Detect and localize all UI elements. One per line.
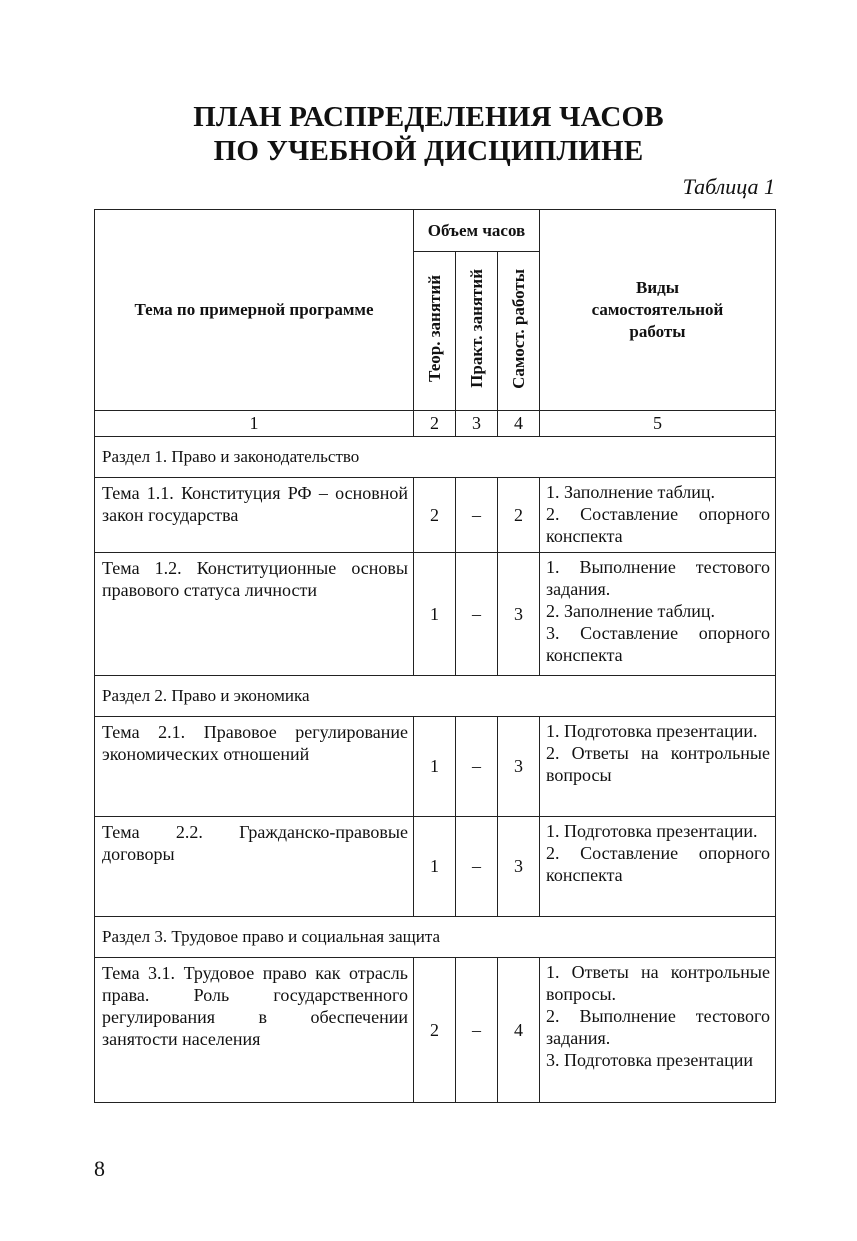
col-number: 3 [456, 411, 498, 437]
section-title: Раздел 1. Право и законодательство [95, 437, 776, 478]
work-item: 1. Подготовка презентации. [546, 721, 758, 741]
section-title: Раздел 3. Трудовое право и социальная защита [95, 917, 776, 958]
practice-cell: – [456, 553, 498, 676]
header-work-line-3: работы [629, 322, 686, 341]
section-row [95, 437, 776, 478]
section-title: Раздел 2. Право и экономика [95, 676, 776, 717]
topic-cell: Тема 2.2. Гражданско-правовые договоры [95, 817, 414, 917]
topic-cell: Тема 1.1. Конституция РФ – основной закон государства [95, 478, 414, 553]
topic-cell: Тема 1.2. Конституционные основы правового статуса личности [95, 553, 414, 676]
self-cell: 4 [498, 958, 540, 1103]
topic-cell: Тема 3.1. Трудовое право как отрасль права. Роль государственного регулирования в обеспечении занятости населения [95, 958, 414, 1103]
page-title [0, 100, 857, 168]
theory-cell: 2 [414, 958, 456, 1103]
table-row [95, 817, 776, 917]
work-cell [540, 553, 776, 676]
header-work [540, 210, 776, 411]
practice-cell: – [456, 958, 498, 1103]
work-cell [540, 717, 776, 817]
column-numbers-row [95, 411, 776, 437]
work-item: 1. Ответы на контрольные вопросы. [546, 962, 770, 1004]
practice-cell: – [456, 717, 498, 817]
header-theory: Теор. занятий [414, 252, 456, 411]
self-cell: 3 [498, 717, 540, 817]
col-number: 5 [540, 411, 776, 437]
section-row [95, 917, 776, 958]
self-cell: 2 [498, 478, 540, 553]
work-item: 1. Подготовка презентации. [546, 821, 758, 841]
theory-cell: 1 [414, 553, 456, 676]
header-work-line-2: самостоятельной [591, 300, 724, 319]
work-cell [540, 478, 776, 553]
work-cell [540, 817, 776, 917]
theory-cell: 2 [414, 478, 456, 553]
header-hours: Объем часов [414, 210, 540, 252]
table-label: Таблица 1 [682, 174, 775, 199]
header-work-line-1: Виды [635, 278, 679, 297]
header-practice: Практ. занятий [456, 252, 498, 411]
table-row [95, 717, 776, 817]
topic-cell: Тема 2.1. Правовое регулирование экономических отношений [95, 717, 414, 817]
header-self: Самост. работы [498, 252, 540, 411]
page-number: 8 [94, 1156, 105, 1181]
title-line-2: ПО УЧЕБНОЙ ДИСЦИПЛИНЕ [213, 135, 644, 167]
col-number: 4 [498, 411, 540, 437]
header-topic: Тема по примерной программе [95, 210, 414, 411]
work-item: 3. Подготовка презентации [546, 1050, 753, 1070]
theory-cell: 1 [414, 817, 456, 917]
self-cell: 3 [498, 553, 540, 676]
theory-cell: 1 [414, 717, 456, 817]
table-row [95, 958, 776, 1103]
work-item: 2. Ответы на контрольные вопросы [546, 743, 770, 785]
table-row [95, 553, 776, 676]
self-cell: 3 [498, 817, 540, 917]
work-item: 2. Выполнение тестового задания. [546, 1006, 770, 1048]
work-item: 2. Заполнение таблиц. [546, 601, 716, 621]
col-number: 1 [95, 411, 414, 437]
table-row [95, 478, 776, 553]
practice-cell: – [456, 478, 498, 553]
work-item: 2. Составление опорного конспекта [546, 843, 770, 885]
hours-plan-table [94, 209, 776, 1103]
title-line-1: ПЛАН РАСПРЕДЕЛЕНИЯ ЧАСОВ [193, 101, 664, 133]
work-item: 2. Составление опорного конспекта [546, 504, 770, 546]
col-number: 2 [414, 411, 456, 437]
work-cell [540, 958, 776, 1103]
practice-cell: – [456, 817, 498, 917]
work-item: 1. Выполнение тестового задания. [546, 557, 770, 599]
work-item: 1. Заполнение таблиц. [546, 482, 716, 502]
work-item: 3. Составление опорного конспекта [546, 623, 770, 665]
section-row [95, 676, 776, 717]
